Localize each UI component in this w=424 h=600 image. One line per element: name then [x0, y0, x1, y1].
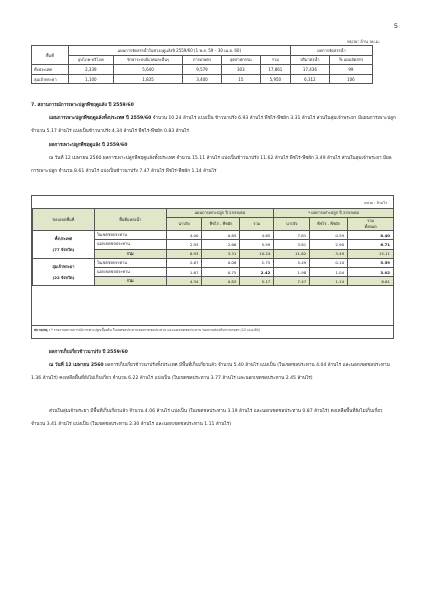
row-label: ทั้งประเทศ: [32, 65, 69, 75]
subheader: รักษาระบบนิเวศและอื่นๆ: [114, 55, 183, 65]
cell: 3,400: [183, 74, 222, 84]
note-text: * รายงานสถานการณ์การเพาะปลูกเบื้องต้น ในเขตชลประทานของกรมชลประทาน และนอกเขตชลประทาน ของกรมส่งเสริมการเกษตร (12 เม.ย.60): [50, 328, 260, 332]
cell: 17,861: [260, 65, 290, 75]
cell: 2.67: [166, 258, 202, 267]
group-name: ลุ่มเจ้าพระยา: [52, 263, 75, 269]
cell: 4.65: [240, 231, 274, 240]
cell: 17,436: [290, 65, 329, 75]
cell: 3.49: [310, 249, 348, 258]
plan-bold-text: แผนการเพาะปลูกพืชฤดูแล้งทั้งประเทศ ปี 2559/60: [49, 116, 152, 121]
region-header: ขอบเขตพื้นที่: [33, 209, 95, 231]
cell: 4.00: [166, 231, 202, 240]
cell: 99: [329, 65, 372, 75]
cell: 1,835: [114, 74, 183, 84]
row-label: ลุ่มเจ้าพระยา: [32, 74, 69, 84]
cell: 2.90: [310, 240, 348, 249]
cell: 5,950: [260, 74, 290, 84]
subheader: % แผนจัดสรร: [329, 55, 372, 65]
result-header: ผลการจัดสรรน้ำ: [290, 46, 372, 56]
cell: 5.17: [240, 277, 274, 286]
result-heading: ผลการเพาะปลูกพืชฤดูแล้ง ปี 2559/60: [49, 143, 128, 148]
section7-heading: 7. สถานการณ์การเพาะปลูกพืชฤดูแล้ง ปี 2559/60: [31, 103, 134, 108]
table1-unit: หน่วย: ล้าน ลบ.ม.: [347, 39, 380, 44]
cell: 0.75: [202, 267, 240, 276]
subheader: การเกษตร: [183, 55, 222, 65]
result-header: * ผลการเพาะปลูก ปี 2559/60: [274, 209, 394, 218]
cell: 0.59: [310, 231, 348, 240]
section7-plan-paragraph: [31, 112, 397, 138]
subheader: ปริมาตรน้ำ: [290, 55, 329, 65]
cell: 2.66: [202, 240, 240, 249]
cell: 1.98: [274, 267, 310, 276]
subheader: รวม: [240, 218, 274, 231]
cell: 0.10: [310, 258, 348, 267]
cell: 5,640: [114, 65, 183, 75]
cell: 1.14: [310, 277, 348, 286]
harvest-paragraph-2: ส่วนในลุ่มเจ้าพระยา มีพื้นที่เก็บเกี่ยวแล้ว จำนวน 4.06 ล้านไร่ แบ่งเป็น (ในเขตชลประทาน 3.19 ล้านไร่ และนอกเขตชลประทาน 0.87 ล้านไร่) คงเหลือพื้นที่ยังไม่เก็บเกี่ยว จำนวน 3.41 ล้านไร่ แบ่งเป็น (ในเขตชลประทาน 2.30 ล้านไร่ และนอกเขตชลประทาน 1.11 ล้านไร่): [31, 409, 383, 427]
subheader: รวม: [260, 55, 290, 65]
cell: 7.81: [274, 231, 310, 240]
cell: 5.49: [274, 258, 310, 267]
cell: 6.71: [348, 240, 394, 249]
cell: 6,312: [290, 74, 329, 84]
cell: 7.47: [274, 277, 310, 286]
cell: 3.81: [274, 240, 310, 249]
subheader: นาปรัง: [166, 218, 202, 231]
cell: 0.08: [202, 258, 240, 267]
harvest-paragraph-1: [31, 359, 397, 385]
page-number: 5: [393, 22, 398, 30]
subheader: นาปรัง: [274, 218, 310, 231]
table2-note: [32, 325, 394, 335]
cell: 9,579: [183, 65, 222, 75]
subheader: อุตสาหกรรม: [221, 55, 260, 65]
subheader: พืชไร่ - พืชผัก: [310, 218, 348, 231]
table-row: [32, 65, 373, 75]
cell: 2.75: [240, 258, 274, 267]
cell: 0.65: [202, 231, 240, 240]
subheader-total-sub: ทั้งหมด: [364, 224, 377, 230]
row-label: นอกเขตชลประทาน: [94, 240, 166, 249]
planting-table: [32, 208, 394, 286]
cell: 1.67: [166, 267, 202, 276]
cell: 10.24: [240, 249, 274, 258]
area-header: พื้นที่แหล่งน้ำ: [94, 209, 166, 231]
table-row: [33, 258, 394, 267]
cell: 8.61: [348, 277, 394, 286]
harvest-date-bold: ณ วันที่ 12 เมษายน 2560: [49, 363, 104, 368]
cell: 2,339: [68, 65, 113, 75]
group-subname: (77 จังหวัด): [52, 246, 75, 252]
subheader-total: รวม: [367, 218, 374, 224]
cell: 4.34: [166, 277, 202, 286]
cell: 2.42: [240, 267, 274, 276]
group-label: [33, 258, 95, 286]
plan-text: จำนวน 10.24 ล้านไร่ แบ่งเป็น ข้าวนาปรัง 6.93 ล้านไร่ พืชไร่-พืชผัก 3.31 ล้านไร่ ส่วนในลุ่มเจ้าพระยา มีแผนการเพาะปลูก จำนวน 5.17 ล้านไร่ แบ่งเป็นข้าวนาปรัง 4.34 ล้านไร่ พืชไร่-พืชผัก 0.83 ล้านไร่: [31, 116, 396, 134]
cell: 15.11: [348, 249, 394, 258]
note-label: หมายเหตุ :: [34, 328, 51, 332]
plan-header: แผนการเพาะปลูก ปี 2559/60: [166, 209, 274, 218]
plan-header: แผนการจัดสรรน้ำในช่วงฤดูแล้งปี 2559/60 (1 พ.ย. 59 – 30 เม.ย. 60): [68, 46, 290, 56]
total-label: รวม: [94, 277, 166, 286]
cell: 3.02: [348, 267, 394, 276]
cell: 3.31: [202, 249, 240, 258]
cell: 303: [221, 65, 260, 75]
group-subname: (22 จังหวัด): [52, 274, 75, 280]
area-header: พื้นที่: [32, 46, 69, 65]
cell: 5.59: [240, 240, 274, 249]
table1-header-row: [32, 46, 373, 56]
harvest-text-1: ผลการเก็บเกี่ยวข้าวนาปรังทั้งประเทศ มีพื้นที่เก็บเกี่ยวแล้ว จำนวน 5.40 ล้านไร่ แบ่งเป็น (ในเขตชลประทาน 4.04 ล้านไร่ และนอกเขตชลประทาน 1.36 ล้านไร่) คงเหลือพื้นที่ยังไม่เก็บเกี่ยว จำนวน 6.22 ล้านไร่ แบ่งเป็น (ในเขตชลประทาน 3.77 ล้านไร่ และนอกเขตชลประทาน 2.45 ล้านไร่): [31, 363, 390, 381]
cell: 1.04: [310, 267, 348, 276]
cell: 11.62: [274, 249, 310, 258]
table2-header-row: [33, 209, 394, 218]
cell: 106: [329, 74, 372, 84]
cell: 6.93: [166, 249, 202, 258]
planting-table-box: [31, 195, 394, 339]
result-paragraph: ณ วันที่ 12 เมษายน 2560 ผลการเพาะปลูกพืชฤดูแล้งทั้งประเทศ จำนวน 15.11 ล้านไร่ แบ่งเป็นข้าวนาปรัง 11.62 ล้านไร่ พืชไร่-พืชผัก 3.49 ล้านไร่ ส่วนในลุ่มเจ้าพระยา มีผลการเพาะปลูก จำนวน 8.61 ล้านไร่ แบ่งเป็นข้าวนาปรัง 7.47 ล้านไร่ พืชไร่-พืชผัก 1.14 ล้านไร่: [31, 156, 392, 174]
table2-unit: หน่วย : ล้านไร่: [364, 201, 387, 205]
subheader: พืชไร่ - พืชผัก: [202, 218, 240, 231]
cell: 15: [221, 74, 260, 84]
cell: 8.40: [348, 231, 394, 240]
row-label: ในเขตชลประทาน: [94, 231, 166, 240]
subheader: อุปโภค-บริโภค: [68, 55, 113, 65]
cell: 1,100: [68, 74, 113, 84]
group-label: [33, 231, 95, 259]
total-label: รวม: [94, 249, 166, 258]
group-name: ทั้งประเทศ: [54, 235, 73, 241]
row-label: ในเขตชลประทาน: [94, 258, 166, 267]
harvest-heading: ผลการเก็บเกี่ยวข้าวนาปรัง ปี 2559/60: [49, 350, 128, 355]
cell: 2.93: [166, 240, 202, 249]
cell: 0.83: [202, 277, 240, 286]
cell: 5.59: [348, 258, 394, 267]
row-label: นอกเขตชลประทาน: [94, 267, 166, 276]
water-allocation-table: [31, 45, 373, 84]
subheader-total-all: [348, 218, 394, 231]
table-row: [32, 74, 373, 84]
table-row: [33, 231, 394, 240]
table1-subheader-row: [32, 55, 373, 65]
